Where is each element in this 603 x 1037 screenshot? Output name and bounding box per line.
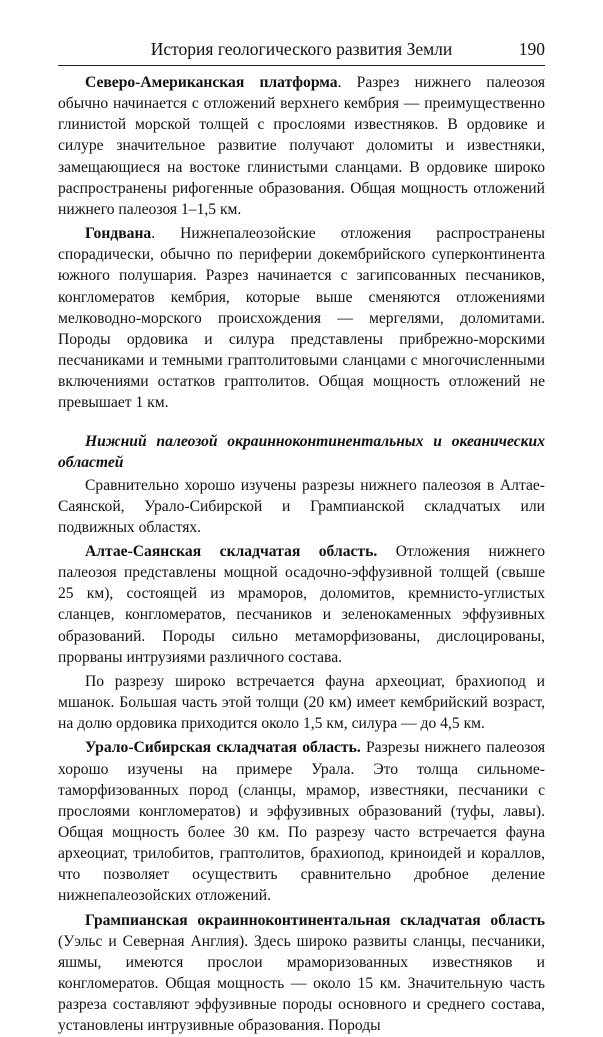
paragraph-intro: Сравнительно хорошо изучены разрезы нижнего палеозоя в Алтае-Саянской, Урало-Сибирской и Грампианской складчатых или подвижных областях. <box>58 476 545 536</box>
section-heading: Нижний палеозой окраинноконтинентальных и океанических областей <box>58 432 545 471</box>
running-title: История геологического развития Земли <box>150 39 453 59</box>
term-ural-siberian: Урало-Сибирская складчатая область. <box>85 739 361 757</box>
paragraph-altai-fauna: По разрезу широко встречается фауна археоциат, брахиопод и мшанок. Большая часть этой толщи (20 км) имеет кембрийский возраст, на долю ордовика приходится около 1,5 км, силура — до 4,5 км. <box>58 672 545 733</box>
paragraph-north-american-platform <box>58 72 545 220</box>
text-ural-siberian: Разрезы нижнего палеозоя хорошо изучены на примере Урала. Это толща сильнометаморфизованных пород (сланцы, мрамор, известняки, песчаники с прослоями конгломератов) и эффузивных образований (туфы, лавы). Общая мощность более 30 км. По разрезу часто встречается фауна археоциат, трилобитов, граптолитов, брахиопод, криноидей и кораллов, что позволяет осуществить сравнительно дробное деление нижнепалеозойских отложений. <box>58 739 545 905</box>
paragraph-altai-sayan <box>58 541 545 668</box>
paragraph-ural-siberian <box>58 737 545 906</box>
text-grampian: (Уэльс и Северная Англия). Здесь широко развиты сланцы, песчаники, яшмы, имеются прослои мраморизованных известняков и конгломератов. Общая мощность — около 15 км. Значительную часть разреза составляют эффузивные породы основного и среднего состава, установлены интрузивные образования. Породы <box>58 932 545 1035</box>
running-header <box>58 32 545 66</box>
text-altai-sayan: Отложения нижнего палеозоя представлены мощной осадочно-эффузивной толщей (свыше 25 км), состоящей из мраморов, доломитов, кремнисто-углистых сланцев, конгломератов, песчаников и зеленокаменных эффузивных образований. Породы сильно метаморфизованы, дислоцированы, прорваны интрузиями различного состава. <box>58 542 545 666</box>
page-number: 190 <box>518 39 545 59</box>
page-body <box>58 72 545 1037</box>
paragraph-grampian <box>58 910 545 1037</box>
term-altai-sayan: Алтае-Саянская складчатая область. <box>85 542 378 560</box>
paragraph-gondwana <box>58 223 545 413</box>
text-gondwana: . Нижнепалеозойские отложения распространены спорадически, обычно по периферии докембрийского суперконтинента южного полушария. Разрез начинается с загипсованных песчаников, конгломератов кембрия, которые выше сменяются отложениями мелководно-морского происхождения — мергелями, доломитами. Породы ордовика и силура представлены прибрежно-морскими песчаниками и темными граптолитовыми сланцами с многочисленными включениями остатков граптолитов. Общая мощность отложений не превышает 1 км. <box>58 225 545 412</box>
text-north-american-platform: . Разрез нижнего палеозоя обычно начинается с отложений верхнего кембрия — преимущественно глинистой морской толщей с прослоями известняков. В ордовике и силуре значительное развитие получают доломиты и известняки, замещающиеся на востоке глинистыми сланцами. В ордовике широко распространены рифогенные образования. Общая мощность отложений нижнего палеозоя 1–1,5 км. <box>58 74 545 218</box>
term-gondwana: Гондвана <box>85 225 152 243</box>
term-grampian: Грампианская окраинноконтинентальная складчатая область <box>85 911 545 929</box>
term-north-american-platform: Северо-Американская платформа <box>85 74 338 91</box>
